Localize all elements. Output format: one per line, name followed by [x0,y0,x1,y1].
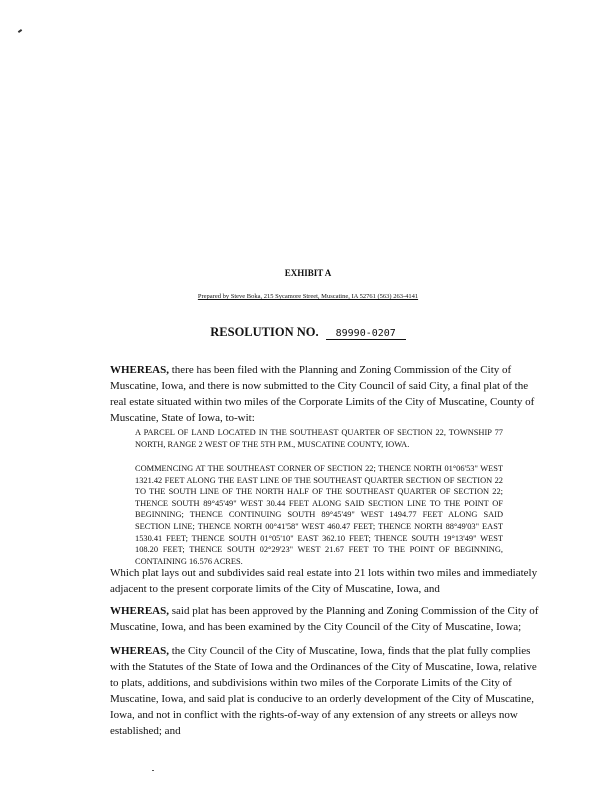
whereas-lead: WHEREAS, [110,364,169,376]
text-line: the City Council of the City of Muscatine, Iowa, finds that the plat fully complies [169,645,531,657]
legal-line: 1530.41 FEET; THENCE SOUTH 01°05'10" EAST 362.10 FEET; THENCE SOUTH 19°13'49" WEST [135,533,503,543]
whereas-lead: WHEREAS, [110,605,169,617]
legal-line: 108.20 FEET; THENCE SOUTH 02°29'23" WEST 21.67 FEET TO THE POINT OF BEGINNING, [135,545,503,555]
text-line: to plats, additions, and subdivisions within two miles of the Corporate Limits of the City of [110,677,512,689]
text-line: Muscatine, State of Iowa, to-wit: [110,412,255,424]
scan-speck [152,770,154,771]
text-line: Muscatine, Iowa, and said plat is conducive to an orderly development of the City of Muscatine, [110,693,534,705]
legal-line: A PARCEL OF LAND LOCATED IN THE SOUTHEAST QUARTER OF SECTION 22, TOWNSHIP 77 [135,428,503,437]
legal-line: TO THE SOUTH LINE OF THE NORTH HALF OF THE SOUTHEAST QUARTER OF SECTION 22; [135,487,503,497]
text-line: said plat has been approved by the Planning and Zoning Commission of the City of [169,605,539,617]
text-line: adjacent to the present corporate limits of the City of Muscatine, Iowa, and [110,583,440,595]
text-line: Muscatine, Iowa, and there is now submitted to the City Council of said City, a final plat of the [110,380,529,392]
text-line: established; and [110,725,181,737]
scan-mark [18,29,22,33]
prepared-by-line: Prepared by Steve Boka, 215 Sycamore Street, Muscatine, IA 52761 (563) 263-4141 [197,293,419,300]
text-line: with the Statutes of the State of Iowa and the Ordinances of the City of Muscatine, Iowa, relative [110,661,537,673]
text-line: Iowa, and not in conflict with the rights-of-way of any extension of any streets or alleys now [110,709,518,721]
paragraph-plat-lots [110,565,538,597]
legal-line: CONTAINING 16.576 ACRES. [135,556,243,566]
paragraph-whereas-filed [110,362,535,426]
legal-line: NORTH, RANGE 2 WEST OF THE 5TH P.M., MUSCATINE COUNTY, IOWA. [135,439,410,449]
text-line: real estate situated within two miles of the Corporate Limits of the City of Muscatine, County of [110,396,535,408]
legal-description-bounds [135,463,503,567]
text-line: Muscatine, Iowa, and has been examined by the City Council of the City of Muscatine, Iowa; [110,621,522,633]
legal-line: THENCE SOUTH 89°45'49" WEST 30.44 FEET ALONG SAID SECTION LINE TO THE POINT OF [135,498,503,508]
legal-line: COMMENCING AT THE SOUTHEAST CORNER OF SECTION 22; THENCE NORTH 01°06'53" WEST [135,464,503,473]
resolution-heading [0,325,616,340]
text-line: there has been filed with the Planning and Zoning Commission of the City of [169,364,512,376]
text-line: Which plat lays out and subdivides said real estate into 21 lots within two miles and immediately [110,567,538,579]
resolution-label: RESOLUTION NO. [210,325,319,339]
resolution-number: 89990-0207 [326,328,406,340]
paragraph-whereas-approved [110,603,539,635]
whereas-lead: WHEREAS, [110,645,169,657]
legal-line: 1321.42 FEET ALONG THE EAST LINE OF THE SOUTHEAST QUARTER SECTION OF SECTION 22 [135,475,503,485]
legal-description-parcel [135,427,503,450]
legal-line: BEGINNING; THENCE CONTINUING SOUTH 89°45'49" WEST 1494.77 FEET ALONG SAID [135,510,503,520]
legal-line: SECTION LINE; THENCE NORTH 00°41'58" WEST 460.47 FEET; THENCE NORTH 88°49'03" EAST [135,521,503,531]
exhibit-title: EXHIBIT A [284,268,332,278]
paragraph-whereas-complies [110,643,537,739]
